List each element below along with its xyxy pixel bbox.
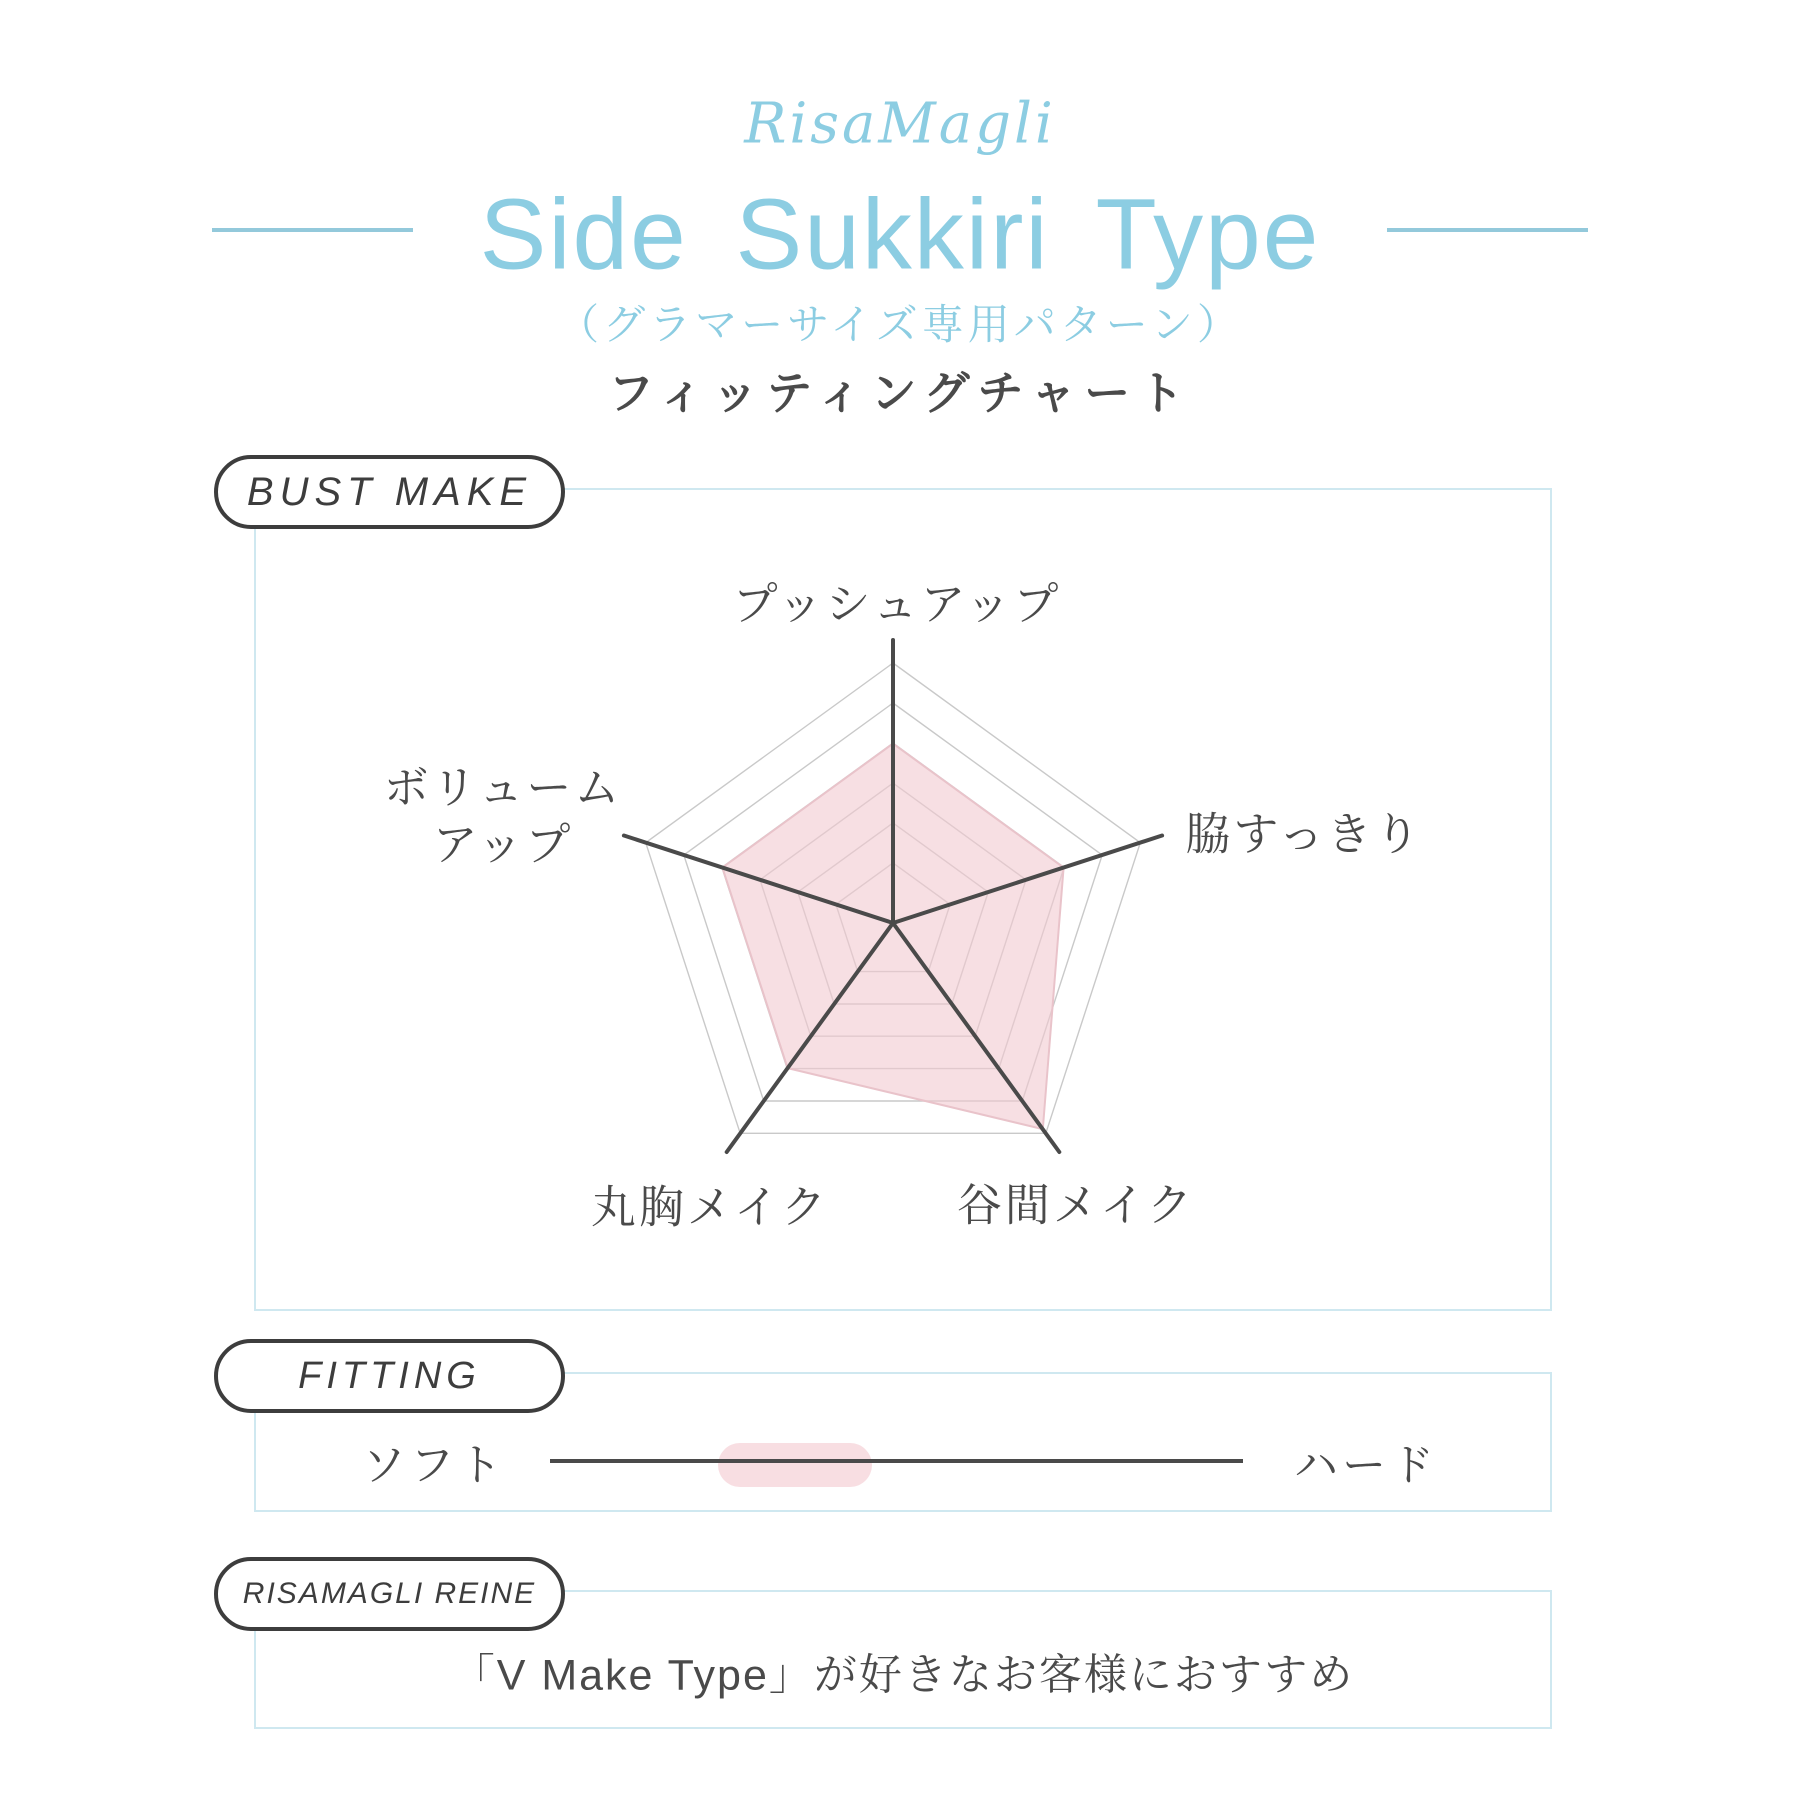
fitting-hard-label: ハード <box>1294 1441 1438 1490</box>
brand-logo: RisaMagli <box>744 91 1056 157</box>
fitting-scale-marker <box>718 1443 872 1487</box>
radar-axis-label-volume-up: ボリュームアップ <box>383 762 623 870</box>
bust-make-pill-text: BUST MAKE <box>246 469 533 514</box>
radar-axis-label-waki-sukkiri: 脇すっきり <box>1185 808 1423 860</box>
page-title: Side Sukkiri Type <box>479 178 1321 291</box>
fitting-pill-text: FITTING <box>298 1354 481 1397</box>
recommendation-text: 「V Make Type」が好きなお客様におすすめ <box>451 1651 1355 1700</box>
radar-axis-label-marumune-make: 丸胸メイク <box>590 1181 830 1233</box>
fitting-scale-line <box>550 1459 1243 1463</box>
radar-axis-label-push-up: プッシュアップ <box>732 578 1062 630</box>
bust-make-pill-label <box>214 455 565 529</box>
fitting-pill-label <box>214 1339 565 1413</box>
reine-pill-label <box>214 1557 565 1631</box>
title-dash-left <box>212 228 413 232</box>
radar-axis-label-tanima-make: 谷間メイク <box>956 1179 1196 1231</box>
fitting-soft-label: ソフト <box>362 1441 506 1490</box>
reine-pill-text: RISAMAGLI REINE <box>242 1577 537 1610</box>
title-dash-right <box>1387 228 1588 232</box>
chart-heading: フィッティングチャート <box>607 367 1193 419</box>
page-subtitle: （グラマーサイズ専用パターン） <box>557 301 1243 348</box>
